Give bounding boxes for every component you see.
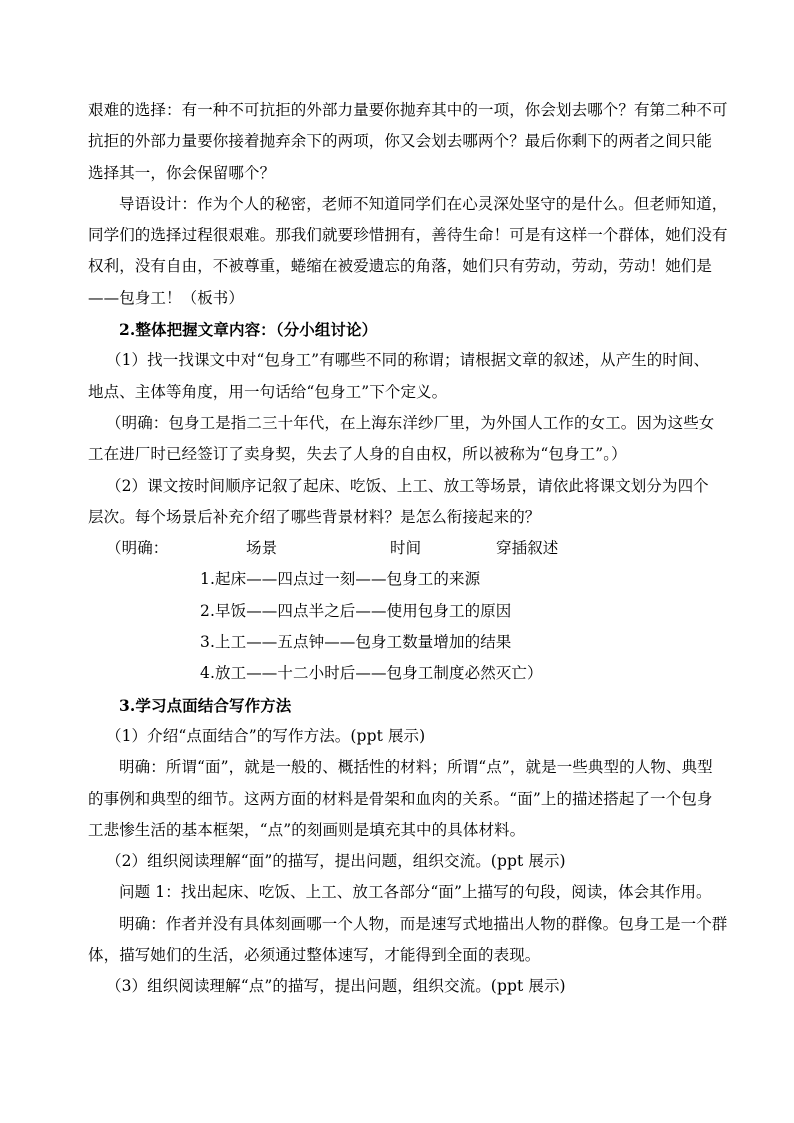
section-heading-3: 3.学习点面结合写作方法 (119, 695, 292, 715)
structure-step: 3.上工——五点钟——包身工数量增加的结果 (200, 633, 512, 652)
structure-step: 2.早饭——四点半之后——使用包身工的原因 (200, 601, 512, 620)
paragraph-line: 的事例和典型的细节。这两方面的材料是骨架和血肉的关系。“面”上的描述搭起了一个包身 (88, 789, 713, 808)
paragraph-line: 层次。每个场景后补充介绍了哪些背景材料？是怎么衔接起来的？ (88, 507, 541, 526)
paragraph-line: 权利，没有自由，不被尊重，蜷缩在被爱遗忘的角落，她们只有劳动，劳动，劳动！她们是 (88, 257, 713, 276)
subsection-line: （1）介绍“点面结合”的写作方法。(ppt 展示) (106, 726, 426, 745)
structure-step: 1.起床——四点过一刻——包身工的来源 (200, 570, 481, 589)
paragraph-line: 体，描写她们的生活，必须通过整体速写，才能得到全面的表现。 (88, 946, 541, 965)
question-line: 问题 1：找出起床、吃饭、上工、放工各部分“面”上描写的句段，阅读，体会其作用。 (119, 883, 712, 902)
structure-step: 4.放工——十二小时后——包身工制度必然灭亡） (200, 664, 543, 683)
paragraph-line: 地点、主体等角度，用一句话给“包身工”下个定义。 (88, 382, 448, 401)
paragraph-line: 选择其一，你会保留哪个？ (88, 163, 276, 182)
structure-table-header (88, 533, 720, 564)
document-body (88, 95, 728, 1003)
question-2-line: （2）课文按时间顺序记叙了起床、吃饭、上工、放工等场景，请依此将课文划分为四个 (106, 476, 709, 495)
subsection-line: （3）组织阅读理解“点”的描写，提出问题，组织交流。(ppt 展示) (106, 977, 566, 996)
paragraph-line: 同学们的选择过程很艰难。那我们就要珍惜拥有，善待生命！可是有这样一个群体，她们没有 (88, 226, 728, 245)
answer-prefix: （明确： (106, 539, 169, 558)
intro-design-line: 导语设计：作为个人的秘密，老师不知道同学们在心灵深处坚守的是什么。但老师知道， (119, 194, 728, 213)
question-1-line: （1）找一找课文中对“包身工”有哪些不同的称谓；请根据文章的叙述，从产生的时间、 (106, 351, 710, 370)
section-heading-2: 2.整体把握文章内容：（分小组讨论） (119, 320, 378, 340)
definition-line: 明确：所谓“面”，就是一般的、概括性的材料；所谓“点”，就是一些典型的人物、典型 (119, 758, 713, 777)
column-header-time: 时间 (390, 539, 422, 558)
paragraph-line: ——包身工！（板书） (88, 288, 245, 307)
paragraph-line: 工悲惨生活的基本框架，“点”的刻画则是填充其中的具体材料。 (88, 820, 526, 839)
answer-line: 明确：作者并没有具体刻画哪一个人物，而是速写式地描出人物的群像。包身工是一个群 (119, 914, 728, 933)
column-header-scene: 场景 (246, 539, 278, 558)
paragraph-line: 艰难的选择：有一种不可抗拒的外部力量要你抛弃其中的一项，你会划去哪个？有第二种不可 (88, 101, 728, 119)
paragraph-line: 抗拒的外部力量要你接着抛弃余下的两项，你又会划去哪两个？最后你剩下的两者之间只能 (88, 132, 713, 151)
answer-line: （明确：包身工是指二三十年代，在上海东洋纱厂里，为外国人工作的女工。因为这些女 (106, 413, 715, 432)
subsection-line: （2）组织阅读理解“面”的描写，提出问题，组织交流。(ppt 展示) (106, 852, 566, 871)
paragraph-line: 工在进厂时已经签订了卖身契，失去了人身的自由权，所以被称为“包身工”。） (88, 445, 627, 464)
column-header-narration: 穿插叙述 (496, 539, 559, 558)
